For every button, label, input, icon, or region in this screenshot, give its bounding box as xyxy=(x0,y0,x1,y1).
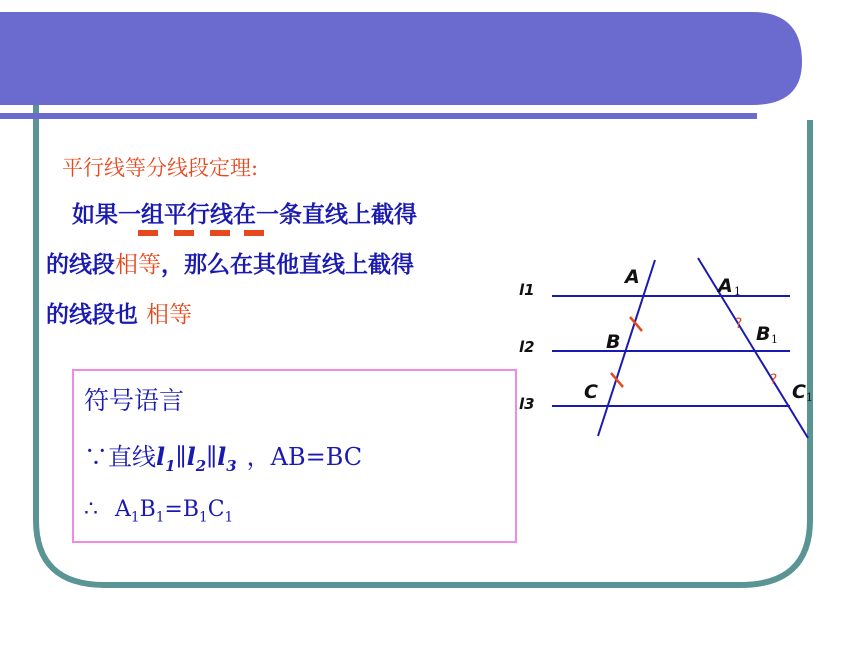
point-a: A xyxy=(625,266,640,288)
label-l1: l1 xyxy=(519,281,535,299)
theorem-title: 平行线等分线段定理: xyxy=(62,156,259,180)
parallel-symbol: ∥ xyxy=(206,443,218,471)
label-l3: l3 xyxy=(519,395,535,413)
theorem-line-1: 如果一组平行线在一条直线上截得 xyxy=(72,202,417,228)
transversal-right xyxy=(698,258,808,438)
line-l3: $l_3$ xyxy=(217,442,237,475)
line2-prefix: 的线段 xyxy=(46,252,115,278)
line3-answer: 相等 xyxy=(146,302,193,328)
unknown-mark-a1b1: ? xyxy=(735,316,743,332)
because-symbol: ∵ xyxy=(84,443,108,471)
parallel-symbol: ∥ xyxy=(175,443,187,471)
given-text: 直线 xyxy=(108,443,156,471)
line-l1: $l_1$ xyxy=(156,442,176,475)
point-b1: B xyxy=(756,323,771,345)
conclusion-formula: $A_1B_1=B_1C_1$ xyxy=(115,497,234,526)
symbol-box-title: 符号语言 xyxy=(84,386,185,415)
point-c: C xyxy=(584,381,598,403)
therefore-symbol: ∴ xyxy=(84,497,98,522)
unknown-mark-b1c1: ? xyxy=(770,372,778,388)
point-b: B xyxy=(606,331,621,353)
line3-prefix: 的线段也 xyxy=(46,302,138,328)
given-tail: ，AB=BC xyxy=(246,443,363,471)
point-a1-subscript: 1 xyxy=(734,285,741,298)
label-l2: l2 xyxy=(519,338,535,356)
point-c1-subscript: 1 xyxy=(806,391,813,404)
line2-suffix: ，那么在其他直线上截得 xyxy=(161,252,414,278)
point-a1: A xyxy=(718,275,733,297)
point-b1-subscript: 1 xyxy=(771,333,778,346)
line-l2: $l_2$ xyxy=(186,442,207,475)
point-c1: C xyxy=(792,381,806,403)
line2-blank-answer: 相等 xyxy=(115,252,161,278)
